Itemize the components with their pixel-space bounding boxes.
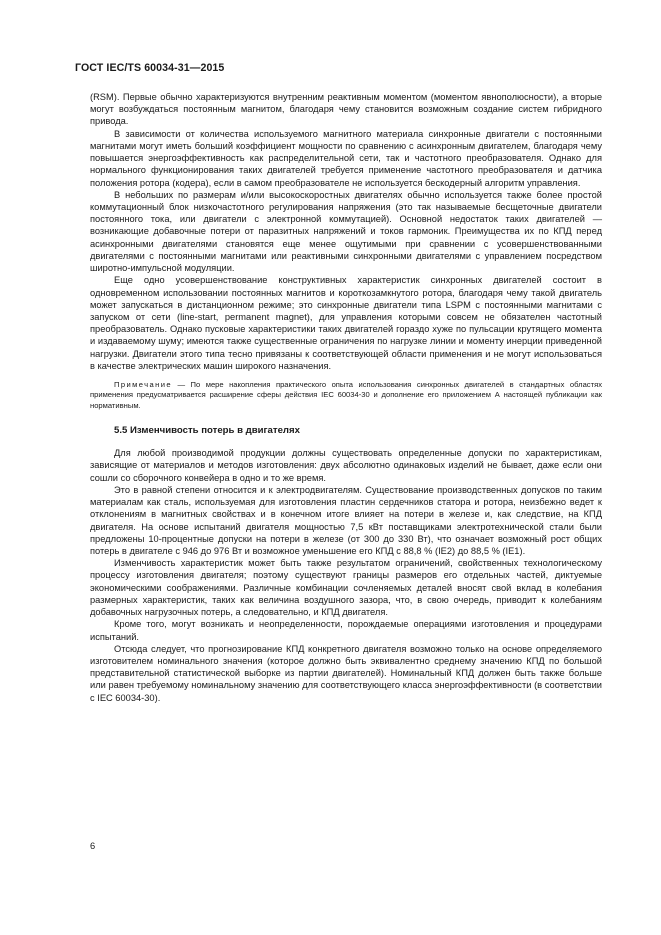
paragraph-bldc-motors: В небольших по размерам и/или высокоскоростных двигателях обычно используется также более простой коммутационный блок низкочастотного регулирования напряжения (это так называемые бесщеточные двигатели постоянного тока, или двигатели с электронной коммутацией). Основной недостаток таких двигателей — возникающие добавочные потери от паразитных напряжений и токов гармоник. Преимущества их по КПД перед асинхронными двигателями становятся еще менее ощутимыми при сравнении с усовершенствованными двигателями с постоянными магнитами или реактивными синхронными двигателями с управлением посредством широтно-импульсной модуляции.: [90, 189, 602, 274]
paragraph-pm-motors: В зависимости от количества используемого магнитного материала синхронные двигатели с постоянными магнитами могут иметь больший коэффициент мощности по сравнению с асинхронным двигателем, благодаря чему повышается энергоэффективность как распределительной сети, так и частотного преобразователя. Однако для нормального функционирования таких двигателей требуется применение частотного преобразователя и датчика положения ротора (кодера), если в самом преобразователе не используется бескодерный алгоритм управления.: [90, 128, 602, 188]
paragraph-manufacturing-variability: Изменчивость характеристик может быть также результатом ограничений, свойственных технологическому процессу изготовления двигателя; поэтому существуют границы размеров его отдельных частей, диктуемые экономическими соображениями. Различные комбинации сочленяемых деталей вносят свой вклад в колебания размерных характеристик, таких как величина воздушного зазора, что, в свою очередь, приводит к колебаниям добавочных нагрузочных потерь, а следовательно, и КПД двигателя.: [90, 558, 602, 618]
page-number: 6: [90, 841, 96, 851]
paragraph-continuation: (RSM). Первые обычно характеризуются внутренним реактивным моментом (моментом явнополюсности), а вторые могут возбуждаться постоянным магнитом, благодаря чему становится возможным создание систем гибридного привода.: [90, 92, 602, 127]
note-label: Примечание: [114, 380, 172, 390]
paragraph-nominal-efficiency: Отсюда следует, что прогнозирование КПД конкретного двигателя возможно только на основе определяемого изготовителем номинального значения (которое должно быть эквивалентно среднему значению КПД по большой представительной статистической выборке из партии двигателей). Номинальный КПД должен быть также больше или равен требуемому номинальному значению для соответствующего класса энергоэффективности (в соответствии с IEC 60034-30).: [90, 643, 602, 703]
note-text: — По мере накопления практического опыта использования синхронных двигателей в стандартных областях применения предусматривается расширение сферы действия IEC 60034-30 и дополнение его приложением А настоящей публикации как нормативным.: [90, 380, 602, 410]
paragraph-uncertainties: Кроме того, могут возникать и неопределенности, порождаемые операциями изготовления и процедурами испытаний.: [90, 619, 602, 642]
paragraph-lspm-motors: Еще одно усовершенствование конструктивных характеристик синхронных двигателей состоит в одновременном использовании постоянных магнитов и короткозамкнутого ротора, благодаря чему такой двигатель может запускаться в дистанционном режиме; это синхронные двигатели типа LSPM с постоянными магнитами с запуском от сети (line-start, permanent magnet), для управления которыми совсем не обязателен частотный преобразователь. Однако пусковые характеристики таких двигателей гораздо хуже по пульсации крутящего момента и издаваемому шуму; имеются также существенные ограничения по нагрузке линии и моменту инерции приведенной нагрузки. Двигатели этого типа тесно привязаны к соответствующей области применения и не могут использоваться в качестве электрических машин широкого назначения.: [90, 275, 602, 371]
paragraph-steel-tolerances: Это в равной степени относится и к электродвигателям. Существование производственных допусков по таким материалам как сталь, используемая для изготовления пластин сердечников статора и ротора, неизбежно ведет к отклонениям в магнитных свойствах и в конечном итоге влияет на потери в железе и, как следствие, на КПД двигателя. На основе испытаний двигателя мощностью 7,5 кВт поставщиками электротехнической стали были предложены 10-процентные допуски на потери в железе (от 300 до 330 Вт), что означает возможный рост общих потерь в двигателе с 946 до 976 Вт и возможное уменьшение его КПД с 88,8 % (IE2) до 88,5 % (IE1).: [90, 484, 602, 556]
paragraph-tolerances: Для любой производимой продукции должны существовать определенные допуски по характеристикам, зависящие от материалов и методов изготовления: двух абсолютно одинаковых изделий не бывает, даже если они сошли со сборочного конвейера в одно и то же время.: [90, 448, 602, 483]
note: [90, 380, 602, 411]
standard-header: ГОСТ IEC/TS 60034-31—2015: [75, 62, 225, 74]
section-heading: 5.5 Изменчивость потерь в двигателях: [114, 425, 300, 437]
page-content: [90, 91, 602, 704]
